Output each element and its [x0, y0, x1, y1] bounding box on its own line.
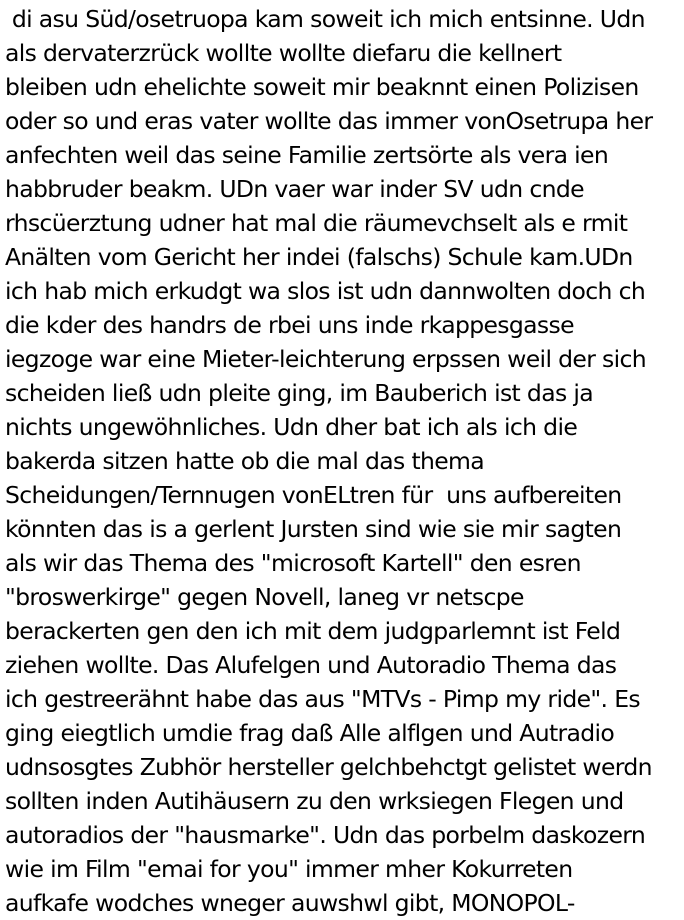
text-line: könnten das is a gerlent Jursten sind wie sie mir sagten: [5, 515, 622, 543]
text-line: scheiden ließ udn pleite ging, im Bauberich ist das ja: [5, 379, 593, 407]
text-line: ich gestreerähnt habe das aus "MTVs - Pimp my ride". Es: [5, 685, 640, 713]
text-line: nichts ungewöhnliches. Udn dher bat ich als ich die: [5, 413, 578, 441]
text-line: anfechten weil das seine Familie zertsörte als vera ien: [5, 141, 609, 169]
text-line: bakerda sitzen hatte ob die mal das thema: [5, 447, 485, 475]
text-line: ging eiegtlich umdie frag daß Alle alflgen und Autradio: [5, 719, 615, 747]
text-line: rhscüerztung udner hat mal die räumevchselt als e rmit: [5, 209, 628, 237]
text-line: wie im Film "emai for you" immer mher Kokurreten: [5, 855, 573, 883]
text-line: als dervaterzrück wollte wollte diefaru die kellnert: [5, 39, 562, 67]
text-line: aufkafe wodches wneger auwshwl gibt, MONOPOL-: [5, 889, 575, 917]
text-line: iegzoge war eine Mieter-leichterung erpssen weil der sich: [5, 345, 647, 373]
text-line: "broswerkirge" gegen Novell, laneg vr netscpe: [5, 583, 524, 611]
text-line: ziehen wollte. Das Alufelgen und Autoradio Thema das: [5, 651, 617, 679]
text-line: autoradios der "hausmarke". Udn das porbelm daskozern: [5, 821, 646, 849]
text-line: die kder des handrs de rbei uns inde rkappesgasse: [5, 311, 574, 339]
text-line: di asu Süd/osetruopa kam soweit ich mich entsinne. Udn: [5, 5, 645, 33]
text-line: udnsosgtes Zubhör hersteller gelchbehctgt gelistet werdn: [5, 753, 652, 781]
text-line: habbruder beakm. UDn vaer war inder SV udn cnde: [5, 175, 584, 203]
text-line: sollten inden Autihäusern zu den wrksiegen Flegen und: [5, 787, 624, 815]
text-line: oder so und eras vater wollte das immer vonOsetrupa her: [5, 107, 653, 135]
text-line: bleiben udn ehelichte soweit mir beaknnt einen Polizisen: [5, 73, 639, 101]
text-line: Anälten vom Gericht her indei (falschs) Schule kam.UDn: [5, 243, 633, 271]
text-line: berackerten gen den ich mit dem judgparlemnt ist Feld: [5, 617, 621, 645]
text-line: Scheidungen/Ternnugen vonELtren für uns aufbereiten: [5, 481, 622, 509]
document-page: [5, 2, 684, 920]
text-line: als wir das Thema des "microsoft Kartell" den esren: [5, 549, 581, 577]
text-line: ich hab mich erkudgt wa slos ist udn dannwolten doch ch: [5, 277, 646, 305]
